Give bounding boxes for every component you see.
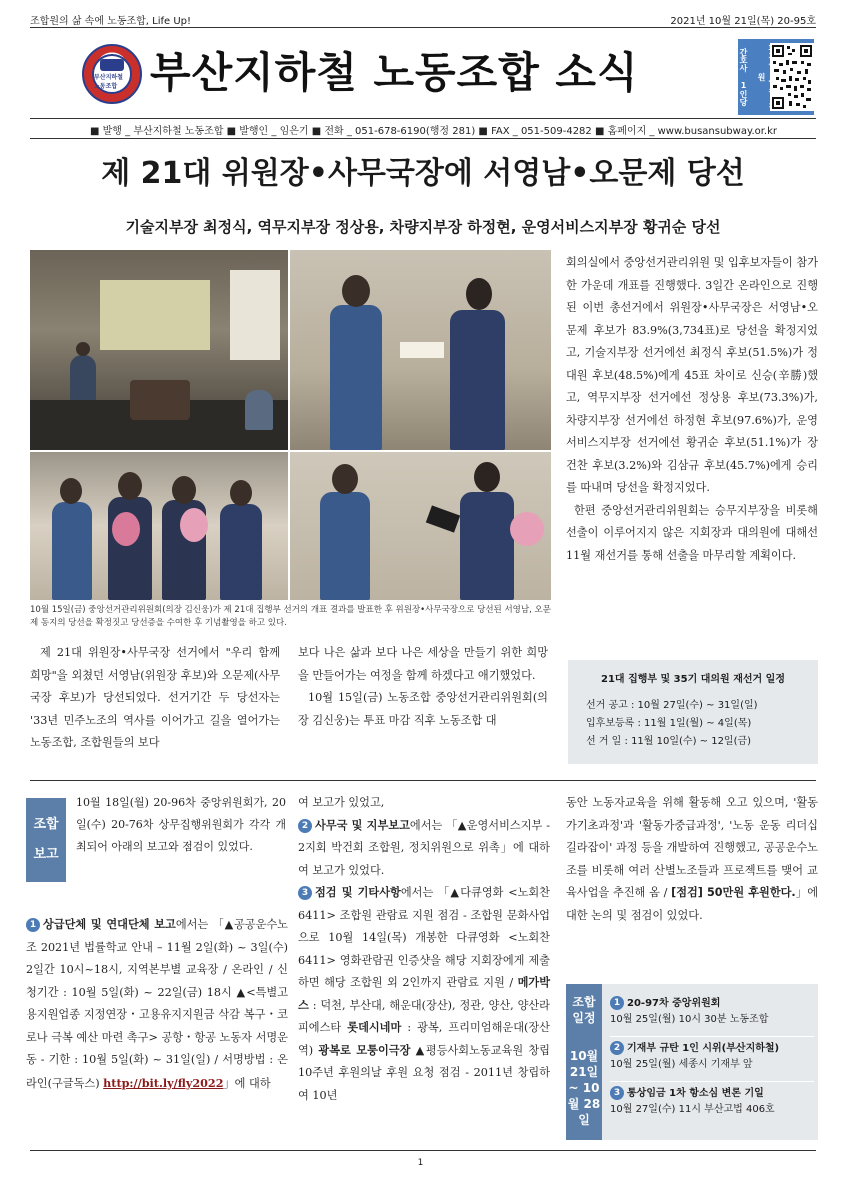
report-tag-a: 조합 [33,817,59,832]
schedule-item-title [610,1041,814,1057]
report-s2-title: 사무국 및 지부보고 [315,818,410,832]
report-s3-b3: 광복로 모퉁이극장 [318,1043,411,1057]
headline: 제 21대 위원장•사무국장에 서영남•오문제 당선 [101,156,745,191]
schedule-item-detail: 10월 25일(월) 세종시 기재부 앞 [610,1059,753,1070]
schedule-item-detail: 10월 25일(월) 10시 30분 노동조합 [610,1014,769,1025]
petition-label-a [738,39,756,115]
slogan: 조합원의 삶 속에 노동조합, Life Up! [30,16,192,27]
article-col1 [30,642,280,755]
report-s1-title: 상급단체 및 연대단체 보고 [43,918,176,931]
report-right-a: 동안 노동자교육을 위해 활동해 오고 있으며, '활동가기초과정'과 '활동가중급과정', '노동 운동 리더십 길라잡이' 과정 등을 개발하여 진행했고, 공공운수노조를 비롯해 여러 산별노조들과 프로젝트를 맺어 교육사업을 추진해 옴 / [566,796,818,899]
petition-text-b: 원 [757,73,766,81]
report-s3-b2: 롯데시네마 [347,1021,402,1034]
report-s3-title: 점검 및 기타사항 [315,886,401,899]
union-logo [82,44,142,104]
number-badge-3: 3 [298,886,312,900]
schedule-row: 선거 공고 : 10월 27일(수) ~ 31일(일) [586,700,758,711]
photo-certificate-award-2 [290,452,551,600]
union-schedule-box [566,984,818,1140]
photo-certificate-award-1 [290,250,551,450]
subheadline: 기술지부장 최정식, 역무지부장 정상용, 차량지부장 하정현, 운영서비스지부장 황귀순 당선 [125,218,721,236]
report-s3-text-c: : 광복, 프리미엄해운대(장산역) [298,1021,550,1057]
report-section-1 [26,914,288,1095]
schedule-title: 21대 집행부 및 35기 대의원 재선거 일정 [601,674,785,685]
schedule-item-title-text: 기재부 규탄 1인 시위(부산지하철) [627,1043,780,1054]
report-s2-text: 에서는 「▲운영서비스지부 - 2지회 박건회 조합원, 정치위원으로 위촉」에 대하여 보고가 있었다. [298,818,551,877]
article-right-para2: 한편 중앙선거관리위원회는 승무지부장을 비롯해 선출이 이루어지지 않은 지회장과 대의원에 대해선 11월 재선거를 통해 선출을 마무리할 계획이다. [566,503,818,562]
schedule-item-title-text: 통상임금 1차 항소심 변론 기일 [627,1088,764,1099]
issue-date: 2021년 10월 21일(목) 20-95호 [670,16,816,27]
report-intro: 10월 18일(월) 20-96차 중앙위원회가, 20일(수) 20-76차 상무집행위원회가 각각 개최되어 아래의 보고와 점검이 있었다. [76,796,286,853]
report-middle-column [298,792,550,1107]
schedule-row: 선 거 일 : 11월 10일(수) ~ 12일(금) [586,736,752,747]
report-right-c: 」에 대한 논의 및 점검이 있었다. [566,886,818,922]
photo-counting-room [30,250,288,450]
fly2022-link[interactable]: http://bit.ly/fly2022 [103,1075,224,1090]
report-s1-text: 에서는 「▲공공운수노조 2021년 법률학교 안내 – 11월 2일(화) ~ 3일(수) 2일간 10시~18시, 지역본부별 교육장 / 온라인 / 신청기간 : 10월 5일(화) ~ 22일(금) 18시 ▲<특별고용지원업종 지정연장・고용유지지원금 삭감 복구・코로나 극복 예산 마련 촉구> 공항・항공 노동자 서명운동 - 기한 : 10월 5일(화) ~ 31일(일) / 서명방법 : 온라인(구글독스) [26,918,288,1090]
publisher-info: ■ 발행 _ 부산지하철 노동조합 ■ 발행인 _ 임은기 ■ 전화 _ 051-678-6190(행정 281) ■ FAX _ 051-509-4282 ■ 홈페이지 _ www.busansubway.or.kr [90,126,778,137]
train-icon [100,59,124,71]
article-col2-text-a: 보다 나은 삶과 보다 나은 세상을 만들기 위한 희망을 만들어가는 여정을 함께 하겠다고 애기했었다. [298,646,548,682]
union-schedule-tag-b: 10월 21일 ~ 10월 28일 [567,1049,601,1127]
schedule-item-detail: 10월 27일(수) 11시 부산고법 406호 [610,1104,775,1115]
reelection-schedule-box [568,660,818,764]
report-right-column [566,792,818,927]
logo-text: 부산지하철 노동조합 [94,73,123,90]
report-s3-text-d: ▲평등사회노동교육원 창립 10주년 후원의날 후원 요청 점검 - 2011년 창립하여 10년 [298,1043,550,1102]
article-right-column [566,252,818,567]
article-col2-text-b: 10월 15일(금) 노동조합 중앙선거관리위원회(의장 김신웅)는 투표 마감 직후 노동조합 대 [298,691,548,727]
number-badge-3: 3 [610,1086,624,1100]
report-s3-b1: 메가박스 [298,976,550,1012]
number-badge-1: 1 [26,918,40,932]
qr-code[interactable] [770,43,814,111]
number-badge-2: 2 [298,819,312,833]
number-badge-2: 2 [610,1041,624,1055]
article-right-para1: 회의실에서 중앙선거관리위원 및 입후보자들이 참가한 가운데 개표를 진행했다. 3일간 온라인으로 진행된 이번 총선거에서 위원장•사무국장은 서영남•오문제 후보가 83.9%(3,734표)로 당선을 확정지었고, 기술지부장 선거에선 최정식 후보(51.5%)가 정대원 후보(48.5%)에게 45표 차이로 신승(辛勝)했고, 역무지부장 선거에선 정상용 후보(73.3%)가, 차량지부장 선거에선 하정현 후보(97.6%)가, 운영서비스지부장 선거에선 황귀순 후보(51.1%)가 장건찬 후보(3.2%)와 김삼규 후보(45.7%)에게 승리를 따내며 당선을 확정지었다. [566,256,818,494]
article-col2 [298,642,548,732]
photo-caption: 10월 15일(금) 중앙선거관리위원회(의장 김신웅)가 제 21대 집행부 선거의 개표 결과를 발표한 후 위원장•사무국장으로 당선된 서영남, 오문제 동지의 당선을 확정짓고 당선증을 수여한 후 기념촬영을 하고 있다. [30,605,551,628]
page-number: 1 [417,1158,424,1168]
report-tag [26,798,66,882]
petition-text-a: 간호사 1인당 [739,48,748,106]
union-schedule-items [610,992,814,1126]
report-mid-a: 여 보고가 있었고, [298,796,385,809]
schedule-item-title [610,1086,814,1102]
schedule-item-title [610,996,814,1012]
masthead-title: 부산지하철 노동조합 소식 [150,48,639,97]
union-schedule-tag-a: 조합 일정 [572,995,596,1025]
union-schedule-tag [566,984,602,1140]
report-tag-b: 보고 [33,847,59,862]
article-col1-text: 제 21대 위원장•사무국장 선거에서 "우리 함께 희망"을 외쳤던 서영남(위원장 후보)와 오문제(사무국장 후보)가 당선되었다. 선거기간 두 당선자는 '33년 민주노조의 역사를 이어가고 길을 열어가는 노동조합, 조합원들의 보다 [30,646,280,749]
petition-box[interactable] [738,39,814,115]
report-right-b: [점검] 50만원 후원한다. [671,886,796,899]
report-s1-end: 」에 대하 [223,1076,271,1090]
photo-group-commemorative [30,452,288,600]
number-badge-1: 1 [610,996,624,1010]
schedule-row: 입후보등록 : 11월 1일(월) ~ 4일(목) [586,718,752,729]
top-bar [30,12,816,28]
petition-label-b [756,39,770,115]
schedule-item-title-text: 20-97차 중앙위원회 [627,998,721,1009]
report-s3-text-b: : 덕천, 부산대, 해운대(장산), 정관, 양산, 양산라피에스타 [298,998,550,1034]
report-s3-text-a: 에서는 「▲다큐영화 <노회찬6411> 조합원 관람료 지원 점검 - 조합원 문화사업으로 10월 14일(목) 개봉한 다큐영화 <노회찬6411> 영화관람권 인증샷을 해당 지회장에게 제출하면 해당 조합원 외 2인까지 관람료 지원 / [298,886,550,989]
